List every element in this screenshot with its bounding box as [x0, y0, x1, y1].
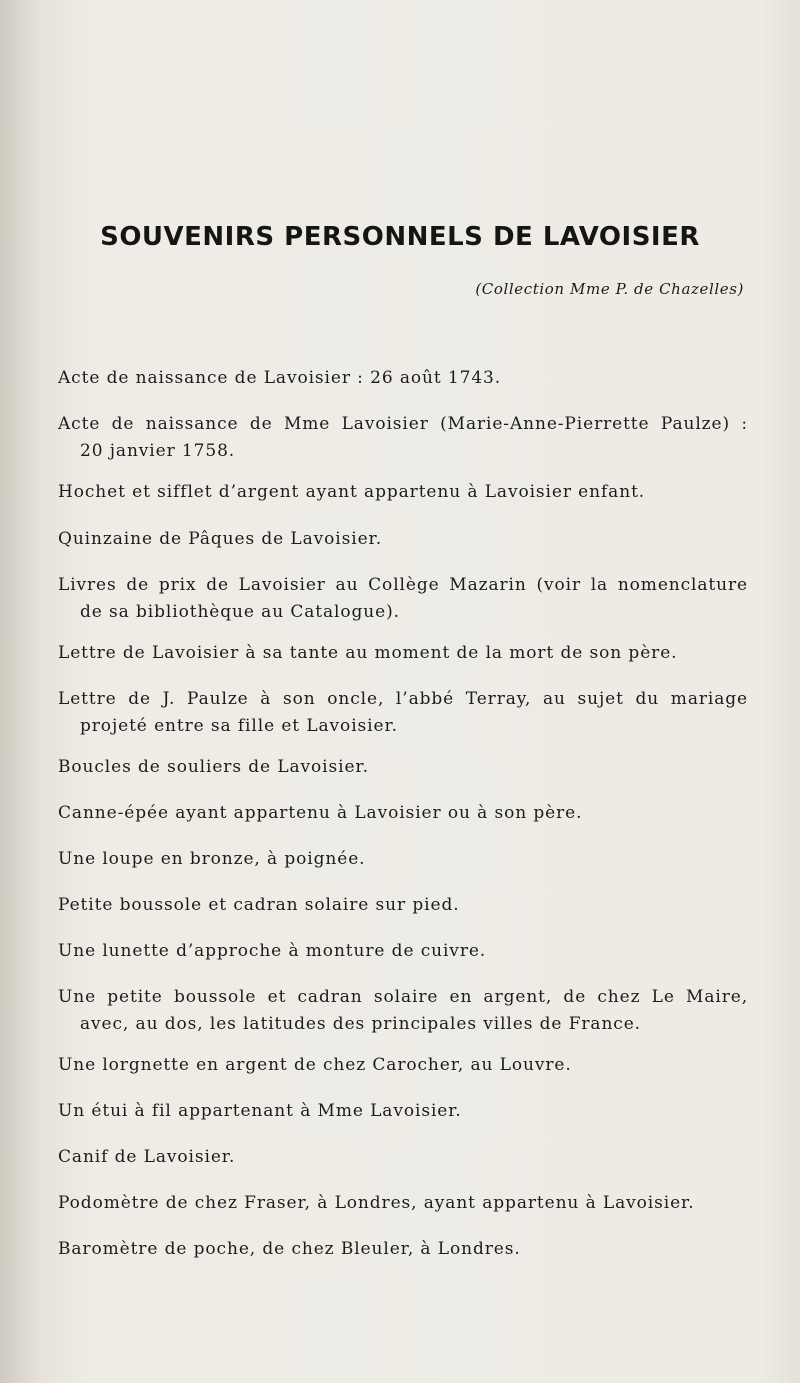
list-item: [58, 686, 748, 740]
entry-line-continued: projeté entre sa fille et Lavoisier.: [80, 716, 398, 736]
entry-line: Acte de naissance de Mme Lavoisier (Marie-Anne-Pierrette Paulze) :: [58, 414, 748, 434]
entry-line: Livres de prix de Lavoisier au Collège Mazarin (voir la nomenclature: [58, 575, 748, 595]
entry-line: Canne-épée ayant appartenu à Lavoisier ou à son père.: [58, 803, 583, 823]
entry-line: Une loupe en bronze, à poignée.: [58, 849, 366, 869]
list-item: [58, 938, 748, 965]
entry-line: Acte de naissance de Lavoisier : 26 août 1743.: [58, 368, 502, 388]
list-item: [58, 754, 748, 781]
list-item: [58, 892, 748, 919]
list-item: [58, 846, 748, 873]
entry-line: Podomètre de chez Fraser, à Londres, ayant appartenu à Lavoisier.: [58, 1193, 695, 1213]
list-item: [58, 411, 748, 465]
entry-line: Petite boussole et cadran solaire sur pied.: [58, 895, 460, 915]
entry-line: Une petite boussole et cadran solaire en argent, de chez Le Maire,: [58, 987, 748, 1007]
list-item: [58, 1052, 748, 1079]
entry-line: Hochet et sifflet d’argent ayant appartenu à Lavoisier enfant.: [58, 482, 646, 502]
list-item: [58, 984, 748, 1038]
entry-line: Une lunette d’approche à monture de cuivre.: [58, 941, 487, 961]
entry-line: Boucles de souliers de Lavoisier.: [58, 757, 369, 777]
list-item: [58, 1236, 748, 1263]
list-item: [58, 1144, 748, 1171]
entry-line: Canif de Lavoisier.: [58, 1147, 236, 1167]
entry-line: Un étui à fil appartenant à Mme Lavoisier.: [58, 1101, 462, 1121]
page-title: SOUVENIRS PERSONNELS DE LAVOISIER: [100, 222, 700, 252]
list-item: [58, 1190, 748, 1217]
list-item: [58, 365, 748, 392]
entry-line: Lettre de Lavoisier à sa tante au moment de la mort de son père.: [58, 643, 678, 663]
list-item: [58, 640, 748, 667]
list-item: [58, 526, 748, 553]
entry-line-continued: de sa bibliothèque au Catalogue).: [80, 602, 400, 622]
entry-line-continued: avec, au dos, les latitudes des principales villes de France.: [80, 1014, 641, 1034]
entry-line: Lettre de J. Paulze à son oncle, l’abbé Terray, au sujet du mariage: [58, 689, 748, 709]
list-item: [58, 1098, 748, 1125]
entry-line-continued: 20 janvier 1758.: [80, 441, 236, 461]
entry-line: Une lorgnette en argent de chez Carocher, au Louvre.: [58, 1055, 572, 1075]
list-item: [58, 479, 748, 506]
list-item: [58, 572, 748, 626]
entry-line: Baromètre de poche, de chez Bleuler, à Londres.: [58, 1239, 521, 1259]
entry-line: Quinzaine de Pâques de Lavoisier.: [58, 529, 383, 549]
collection-subtitle: (Collection Mme P. de Chazelles): [475, 280, 744, 298]
list-item: [58, 800, 748, 827]
